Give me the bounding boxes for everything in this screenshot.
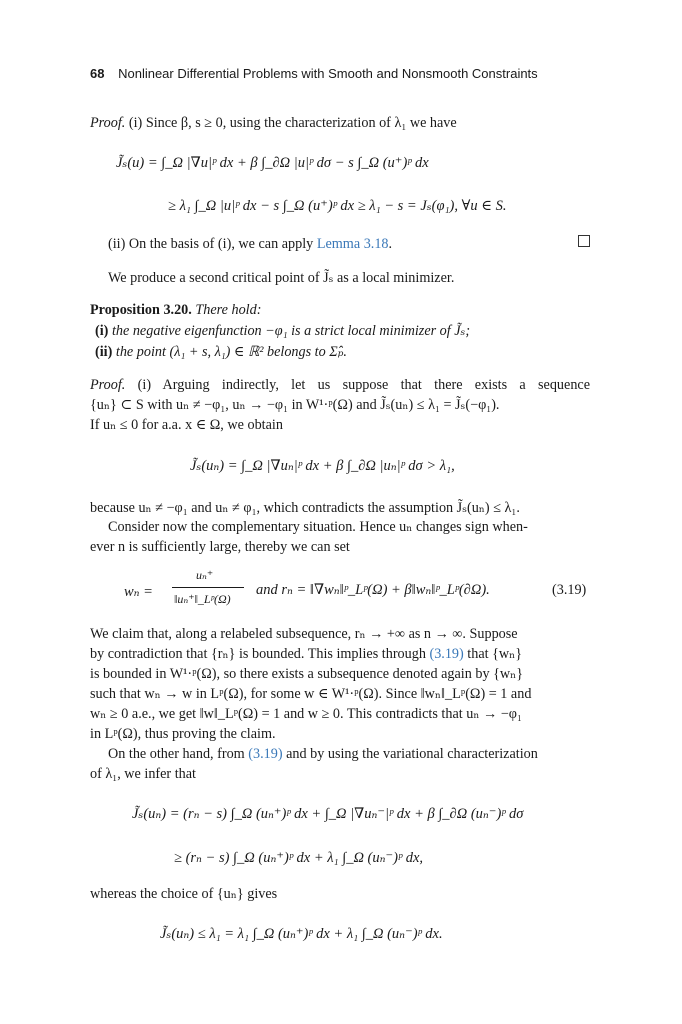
claim-line2: by contradiction that {rₙ} is bounded. This implies through (3.19) that {wₙ} <box>90 646 523 662</box>
proof-label: Proof. <box>90 115 126 131</box>
claim-line5: wₙ ≥ 0 a.e., we get ‖w‖_Lᵖ(Ω) = 1 and w ≥ 0. This contradicts that uₙ → −φ₁ <box>90 706 522 722</box>
fraction-bar <box>172 587 244 588</box>
proposition-item-ii: (ii) the point (λ₁ + s, λ₁) ∈ ℝ² belongs to Σ̂ₚ. <box>95 344 347 360</box>
proof2-line5: Consider now the complementary situation. Hence uₙ changes sign when- <box>108 519 528 535</box>
equation-link-319[interactable]: (3.19) <box>429 646 464 662</box>
proof1-line1: Proof. (i) Since β, s ≥ 0, using the characterization of λ₁ we have <box>90 115 457 131</box>
proof2-line1: Proof. (i) Arguing indirectly, let us suppose that there exists a sequence <box>90 377 591 393</box>
equation-319-denominator: ‖uₙ⁺‖_Lᵖ(Ω) <box>174 592 231 606</box>
claim-line3: is bounded in W¹·ᵖ(Ω), so there exists a subsequence denoted again by {wₙ} <box>90 666 524 682</box>
equation-319-lhs: wₙ = <box>124 584 153 600</box>
qed-box-icon <box>578 235 590 247</box>
equation-b: ≥ λ₁ ∫_Ω |u|ᵖ dx − s ∫_Ω (u⁺)ᵖ dx ≥ λ₁ − s = Jₛ(φ₁), ∀u ∈ S. <box>168 198 507 214</box>
whereas-line: whereas the choice of {uₙ} gives <box>90 886 278 902</box>
proposition-label: Proposition 3.20. <box>90 302 192 318</box>
proof2-line3: If uₙ ≤ 0 for a.a. x ∈ Ω, we obtain <box>90 417 283 433</box>
equation-c: J̃ₛ(uₙ) = ∫_Ω |∇uₙ|ᵖ dx + β ∫_∂Ω |uₙ|ᵖ dσ > λ₁, <box>190 458 455 474</box>
claim-line1: We claim that, along a relabeled subsequence, rₙ → +∞ as n → ∞. Suppose <box>90 626 518 642</box>
proof2-line4: because uₙ ≠ −φ₁ and uₙ ≠ φ₁, which contradicts the assumption J̃ₛ(uₙ) ≤ λ₁. <box>90 500 520 516</box>
claim-line6: in Lᵖ(Ω), thus proving the claim. <box>90 726 276 742</box>
proof2-line2: {uₙ} ⊂ S with uₙ ≠ −φ₁, uₙ → −φ₁ in W¹·ᵖ(Ω) and J̃ₛ(uₙ) ≤ λ₁ = J̃ₛ(−φ₁). <box>90 397 500 413</box>
page-number: 68 <box>90 66 105 81</box>
claim-line8: of λ₁, we infer that <box>90 766 196 782</box>
equation-link-319[interactable]: (3.19) <box>248 746 283 762</box>
running-title: Nonlinear Differential Problems with Smooth and Nonsmooth Constraints <box>118 66 538 81</box>
running-header <box>90 66 538 81</box>
lemma-link[interactable]: Lemma 3.18 <box>316 236 389 252</box>
equation-g: J̃ₛ(uₙ) ≤ λ₁ = λ₁ ∫_Ω (uₙ⁺)ᵖ dx + λ₁ ∫_Ω (uₙ⁻)ᵖ dx. <box>160 926 443 942</box>
claim-line4: such that wₙ → w in Lᵖ(Ω), for some w ∈ W¹·ᵖ(Ω). Since ‖wₙ‖_Lᵖ(Ω) = 1 and <box>90 686 532 702</box>
equation-319-numerator: uₙ⁺ <box>196 568 214 582</box>
proposition-heading: Proposition 3.20. There hold: <box>90 302 262 318</box>
equation-319-rest: and rₙ = ‖∇wₙ‖ᵖ_Lᵖ(Ω) + β‖wₙ‖ᵖ_Lᵖ(∂Ω). <box>256 582 490 598</box>
claim-line7: On the other hand, from (3.19) and by using the variational characterization <box>108 746 538 762</box>
proposition-item-i: (i) the negative eigenfunction −φ₁ is a strict local minimizer of J̃ₛ; <box>95 323 471 339</box>
equation-number-319: (3.19) <box>552 582 587 598</box>
proof2-line6: ever n is sufficiently large, thereby we can set <box>90 539 350 555</box>
equation-a: J̃ₛ(u) = ∫_Ω |∇u|ᵖ dx + β ∫_∂Ω |u|ᵖ dσ − s ∫_Ω (u⁺)ᵖ dx <box>116 155 429 171</box>
equation-e: J̃ₛ(uₙ) = (rₙ − s) ∫_Ω (uₙ⁺)ᵖ dx + ∫_Ω |∇uₙ⁻|ᵖ dx + β ∫_∂Ω (uₙ⁻)ᵖ dσ <box>132 806 524 822</box>
proof1-line2: (ii) On the basis of (i), we can apply Lemma 3.18. <box>108 236 393 252</box>
intro-line: We produce a second critical point of J̃ₛ as a local minimizer. <box>108 270 455 286</box>
equation-f: ≥ (rₙ − s) ∫_Ω (uₙ⁺)ᵖ dx + λ₁ ∫_Ω (uₙ⁻)ᵖ dx, <box>174 850 424 866</box>
